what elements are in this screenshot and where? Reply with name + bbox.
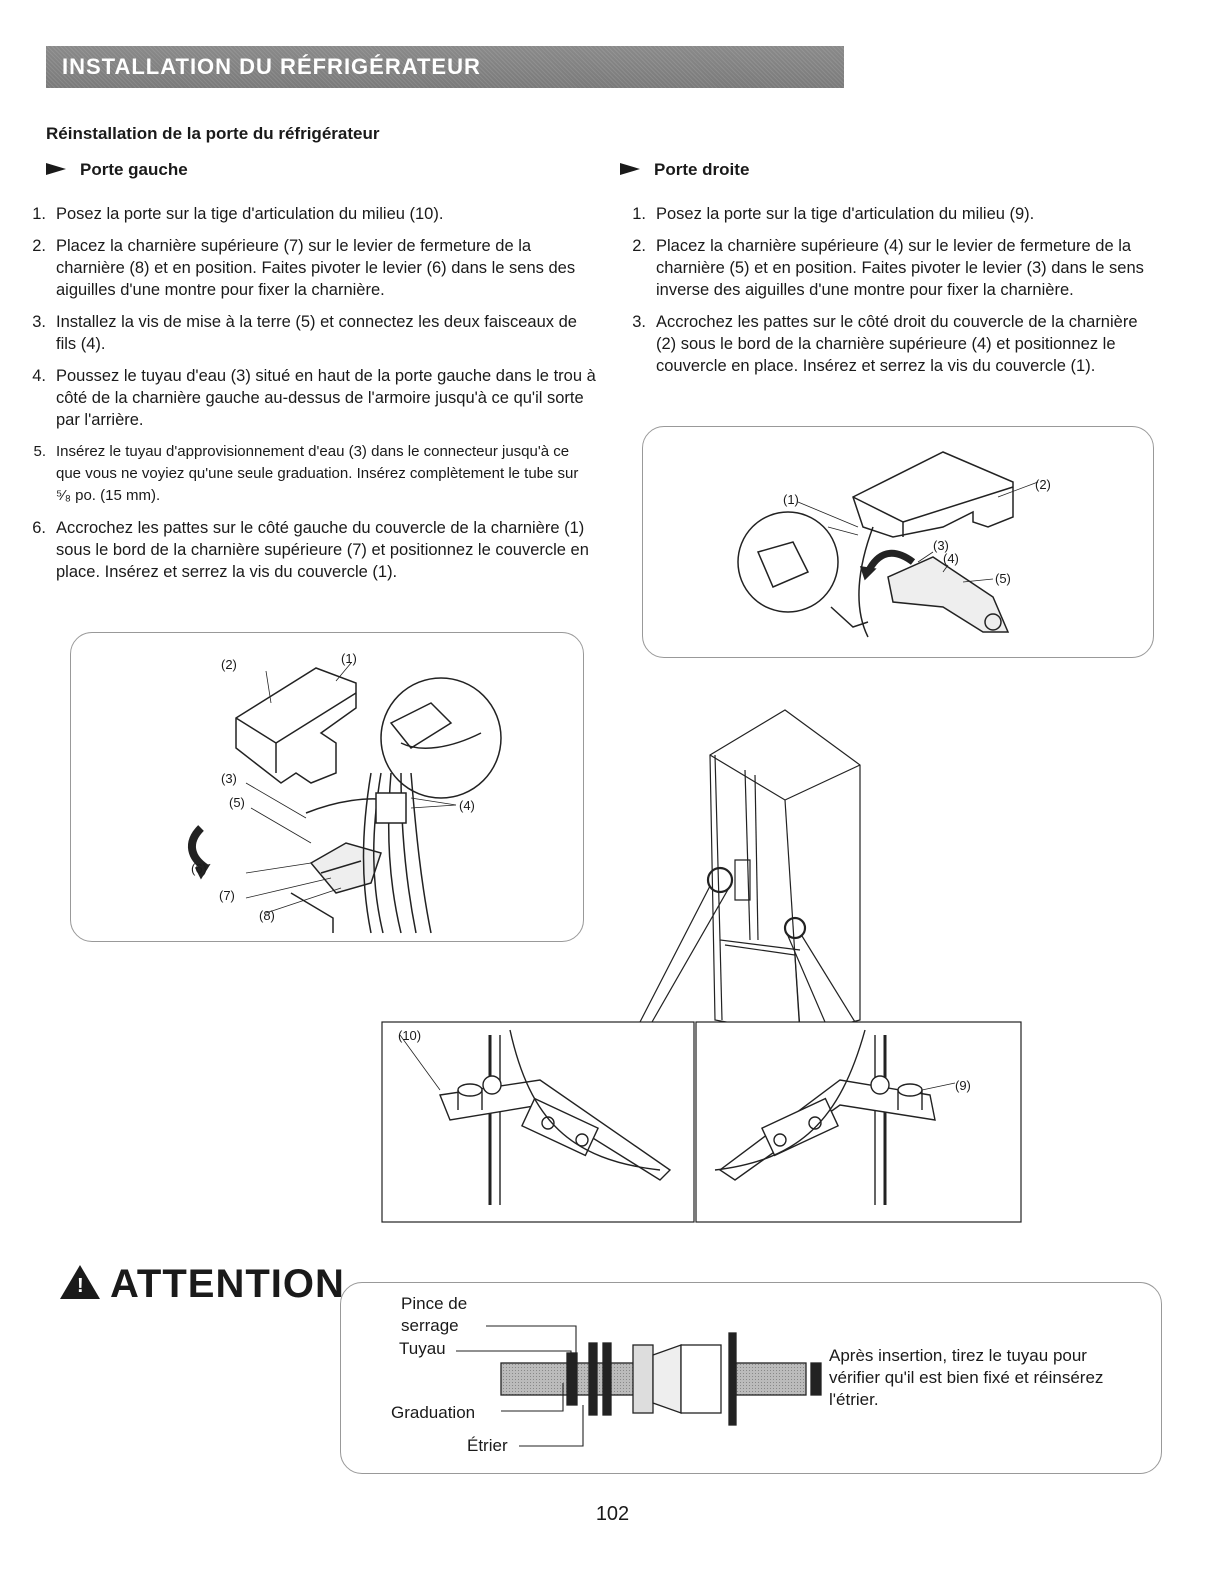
- step-text: Poussez le tuyau d'eau (3) situé en haut de la porte gauche dans le trou à côté de la charnière gauche au-dessus de l'armoire jusqu'à ce qu'il sorte par l'arrière.: [56, 367, 596, 429]
- callout-label: (2): [221, 657, 237, 672]
- right-steps-list: [622, 203, 1147, 387]
- step-number: 2.: [632, 237, 646, 255]
- right-hinge-illustration: [643, 427, 1153, 657]
- list-item: [22, 235, 597, 301]
- caution-heading: [60, 1262, 345, 1307]
- left-steps-list: [22, 203, 597, 593]
- step-text: Insérez le tuyau d'approvisionnement d'eau (3) dans le connecteur jusqu'à ce que vous ne voyiez qu'une seule graduation. Insérez complètement le tube sur ⁵⁄₈ po. (15 mm).: [56, 443, 579, 504]
- clamp-label: Pince de serrage: [401, 1294, 468, 1335]
- refrigerator-overview-diagram: [370, 700, 1160, 1240]
- arrow-icon: [46, 163, 66, 175]
- step-text: Accrochez les pattes sur le côté gauche du couvercle de la charnière (1) sous le bord de la charnière supérieure (7) et positionnez le couvercle en place. Insérez et serrez la vis du couvercle (1).: [56, 519, 589, 581]
- list-item: [22, 441, 597, 507]
- step-text: Accrochez les pattes sur le côté droit du couvercle de la charnière (2) sous le bord de la charnière supérieure (4) et positionnez le couvercle en place. Insérez et serrez la vis du couvercle (1).: [656, 313, 1138, 375]
- step-number: 1.: [632, 205, 646, 223]
- caution-note: Après insertion, tirez le tuyau pour vérifier qu'il est bien fixé et réinsérez l'étrier.: [829, 1346, 1104, 1409]
- step-number: 6.: [32, 519, 46, 537]
- list-item: [622, 235, 1147, 301]
- hinge-label-right: (9): [955, 1078, 971, 1093]
- section-subheading: Réinstallation de la porte du réfrigérateur: [46, 124, 380, 143]
- step-number: 2.: [32, 237, 46, 255]
- callout-label: (6): [191, 861, 207, 876]
- callout-label: (3): [221, 771, 237, 786]
- caution-box: [340, 1282, 1162, 1474]
- stirrup-label: Étrier: [467, 1436, 508, 1455]
- step-number: 1.: [32, 205, 46, 223]
- callout-label: (3): [933, 538, 949, 553]
- callout-label: (1): [341, 651, 357, 666]
- callout-label: (1): [783, 492, 799, 507]
- list-item: [622, 203, 1147, 225]
- step-number: 5.: [33, 443, 46, 460]
- list-item: [22, 311, 597, 355]
- step-text: Posez la porte sur la tige d'articulation du milieu (9).: [656, 205, 1035, 223]
- callout-label: (7): [219, 888, 235, 903]
- left-door-heading-text: Porte gauche: [80, 160, 188, 179]
- callout-label: (5): [229, 795, 245, 810]
- callout-label: (8): [259, 908, 275, 923]
- caution-title: ATTENTION: [110, 1262, 345, 1306]
- step-text: Placez la charnière supérieure (7) sur le levier de fermeture de la charnière (8) et en position. Faites pivoter le levier (6) dans le sens des aiguilles d'une montre pour fixer la charnière.: [56, 237, 576, 299]
- step-number: 4.: [32, 367, 46, 385]
- page-number: 102: [595, 1503, 630, 1525]
- graduation-label: Graduation: [391, 1403, 476, 1422]
- left-door-heading: [46, 160, 188, 180]
- step-number: 3.: [632, 313, 646, 331]
- warning-icon: !: [60, 1265, 100, 1299]
- section-banner: INSTALLATION DU RÉFRIGÉRATEUR: [46, 46, 844, 88]
- list-item: [22, 203, 597, 225]
- callout-label: (4): [459, 798, 475, 813]
- hinge-label-left: (10): [398, 1028, 422, 1043]
- step-text: Posez la porte sur la tige d'articulation du milieu (10).: [56, 205, 444, 223]
- arrow-icon: [620, 163, 640, 175]
- tube-label: Tuyau: [399, 1339, 446, 1358]
- step-text: Placez la charnière supérieure (4) sur le levier de fermeture de la charnière (5) et en position. Faites pivoter le levier (3) dans le sens inverse des aiguilles d'une montre pour fixer la charnière.: [656, 237, 1144, 299]
- list-item: [22, 517, 597, 583]
- callout-label: (2): [1035, 477, 1051, 492]
- callout-label: (5): [995, 571, 1011, 586]
- right-hinge-figure: [642, 426, 1154, 658]
- list-item: [22, 365, 597, 431]
- step-text: Installez la vis de mise à la terre (5) et connectez les deux faisceaux de fils (4).: [56, 313, 577, 353]
- list-item: [622, 311, 1147, 377]
- callout-label: (4): [943, 551, 959, 566]
- step-number: 3.: [32, 313, 46, 331]
- right-door-heading-text: Porte droite: [654, 160, 750, 179]
- right-door-heading: [620, 160, 749, 180]
